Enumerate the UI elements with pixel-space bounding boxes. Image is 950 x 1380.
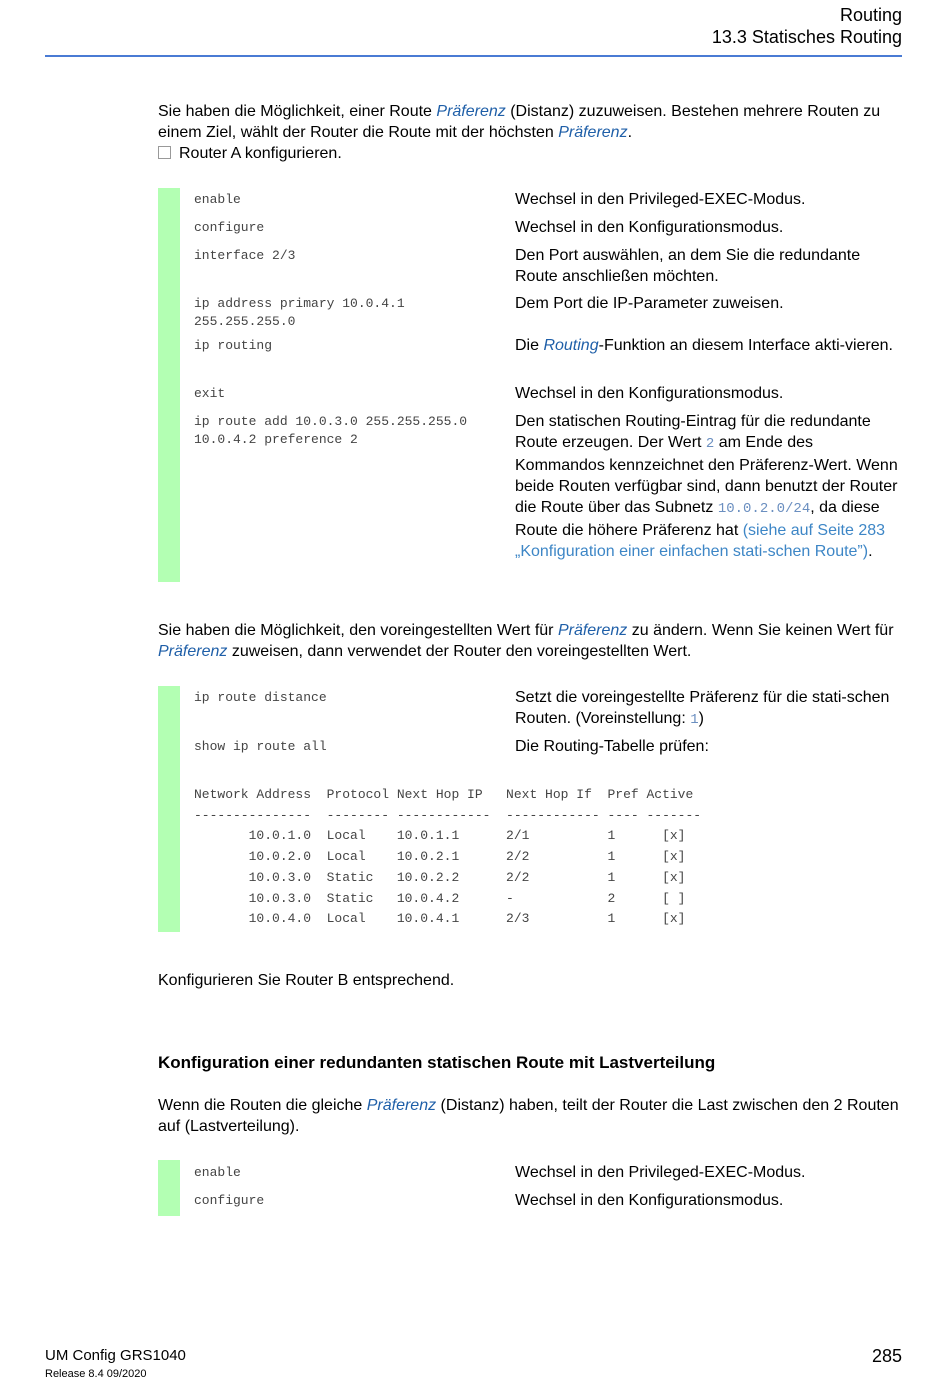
table-row: 10.0.1.0 Local 10.0.1.1 2/1 1 [x] (194, 828, 686, 844)
intro-text-3: . (627, 124, 633, 141)
command-configure: configure (194, 220, 265, 235)
intro-text-2: (Distanz) zuzuweisen. Bestehen mehrere Routen zu einem Ziel, wählt der Router die Route mit der höchsten (158, 103, 881, 141)
code-block-marker (158, 1160, 180, 1216)
command-exit: exit (194, 386, 226, 401)
checkbox-icon (158, 146, 171, 159)
routing-table (194, 785, 701, 930)
command-show-ip-route: show ip route all (194, 739, 327, 754)
table-row: 10.0.3.0 Static 10.0.2.2 2/2 1 [x] (194, 869, 686, 885)
paragraph-default-preference (158, 620, 908, 662)
command-description: Dem Port die IP-Parameter zuweisen. (515, 295, 784, 312)
command-enable: enable (194, 1165, 241, 1180)
command-description (515, 687, 905, 731)
header-chapter: Routing (839, 5, 902, 25)
header-section: 13.3 Statisches Routing (711, 27, 902, 47)
code-block-marker (158, 686, 180, 932)
table-header: Network Address Protocol Next Hop IP Next Hop If Pref Active (194, 787, 694, 802)
command-ip-routing: ip routing (194, 338, 273, 353)
command-interface: interface 2/3 (194, 248, 296, 263)
para-text: Sie haben die Möglichkeit, den voreingestellten Wert für (158, 622, 558, 639)
table-row: 10.0.3.0 Static 10.0.4.2 - 2 [ ] (194, 890, 686, 906)
command-description: Wechsel in den Konfigurationsmodus. (515, 219, 784, 236)
command-description: Die Routing-Tabelle prüfen: (515, 738, 709, 755)
code-block-marker (158, 188, 180, 582)
desc-text: Setzt die voreingestellte Präferenz für die stati-schen Routen. (Voreinstellung: (515, 689, 890, 727)
inline-code-value: 2 (705, 436, 715, 452)
term-praeferenz: Präferenz (436, 103, 506, 120)
section-heading: Konfiguration einer redundanten statischen Route mit Lastverteilung (158, 1053, 716, 1072)
desc-text: , da diese Route die höhere Präferenz hat (515, 499, 880, 539)
header-divider (45, 55, 902, 57)
para-text: Wenn die Routen die gleiche (158, 1097, 367, 1114)
step-label: Router A konfigurieren. (179, 145, 342, 162)
cross-reference-link[interactable]: (siehe auf Seite 283 „Konfiguration einer einfachen stati-schen Route”) (515, 522, 886, 560)
inline-code-subnet: 10.0.2.0/24 (717, 501, 811, 517)
footer-release: Release 8.4 09/2020 (45, 1368, 147, 1380)
command-description: Wechsel in den Konfigurationsmodus. (515, 385, 784, 402)
table-rule: --------------- -------- ------------ ------------ ---- ------- (194, 807, 702, 823)
paragraph-router-b: Konfigurieren Sie Router B entsprechend. (158, 972, 455, 989)
desc-text: Die (515, 337, 544, 354)
step-item (158, 143, 908, 164)
command-description: Wechsel in den Privileged-EXEC-Modus. (515, 1164, 806, 1181)
para-text: zuweisen, dann verwendet der Router den voreingestellten Wert. (227, 643, 692, 660)
command-description (515, 411, 905, 562)
command-ip-address: ip address primary 10.0.4.1 255.255.255.0 (194, 296, 405, 329)
command-description: Wechsel in den Konfigurationsmodus. (515, 1192, 784, 1209)
term-praeferenz: Präferenz (158, 643, 228, 660)
intro-paragraph (158, 101, 908, 143)
desc-text: ) (698, 710, 704, 727)
paragraph-load-balancing (158, 1095, 908, 1137)
command-configure: configure (194, 1193, 265, 1208)
intro-text-1: Sie haben die Möglichkeit, einer Route (158, 103, 437, 120)
command-description: Wechsel in den Privileged-EXEC-Modus. (515, 191, 806, 208)
command-enable: enable (194, 192, 241, 207)
desc-text: am Ende des Kommandos kennzeichnet den Präferenz-Wert. Wenn beide Routen verfügbar sind, dann benutzt der Router die Route über das Subnetz (515, 434, 898, 516)
table-row: 10.0.2.0 Local 10.0.2.1 2/2 1 [x] (194, 849, 686, 865)
para-text: zu ändern. Wenn Sie keinen Wert für (627, 622, 894, 639)
term-praeferenz: Präferenz (366, 1097, 437, 1114)
command-ip-route-add: ip route add 10.0.3.0 255.255.255.0 10.0.4.2 preference 2 (194, 414, 468, 447)
command-ip-route-distance: ip route distance (194, 690, 327, 705)
term-routing: Routing (543, 337, 599, 354)
desc-text: Den statischen Routing-Eintrag für die redundante Route erzeugen. Der Wert (515, 413, 871, 451)
command-description: Den Port auswählen, an dem Sie die redundante Route anschließen möchten. (515, 247, 861, 285)
desc-text: . (868, 543, 873, 560)
desc-text: -Funktion an diesem Interface akti-vieren. (598, 337, 893, 354)
footer-document-title: UM Config GRS1040 (45, 1347, 186, 1364)
page-number: 285 (871, 1346, 902, 1366)
table-row: 10.0.4.0 Local 10.0.4.1 2/3 1 [x] (194, 911, 686, 927)
command-description (515, 335, 905, 356)
term-praeferenz: Präferenz (557, 622, 628, 639)
term-praeferenz: Präferenz (558, 124, 628, 141)
para-text: (Distanz) haben, teilt der Router die Last zwischen den 2 Routen auf (Lastverteilung). (158, 1097, 899, 1135)
inline-code-value: 1 (690, 712, 699, 728)
